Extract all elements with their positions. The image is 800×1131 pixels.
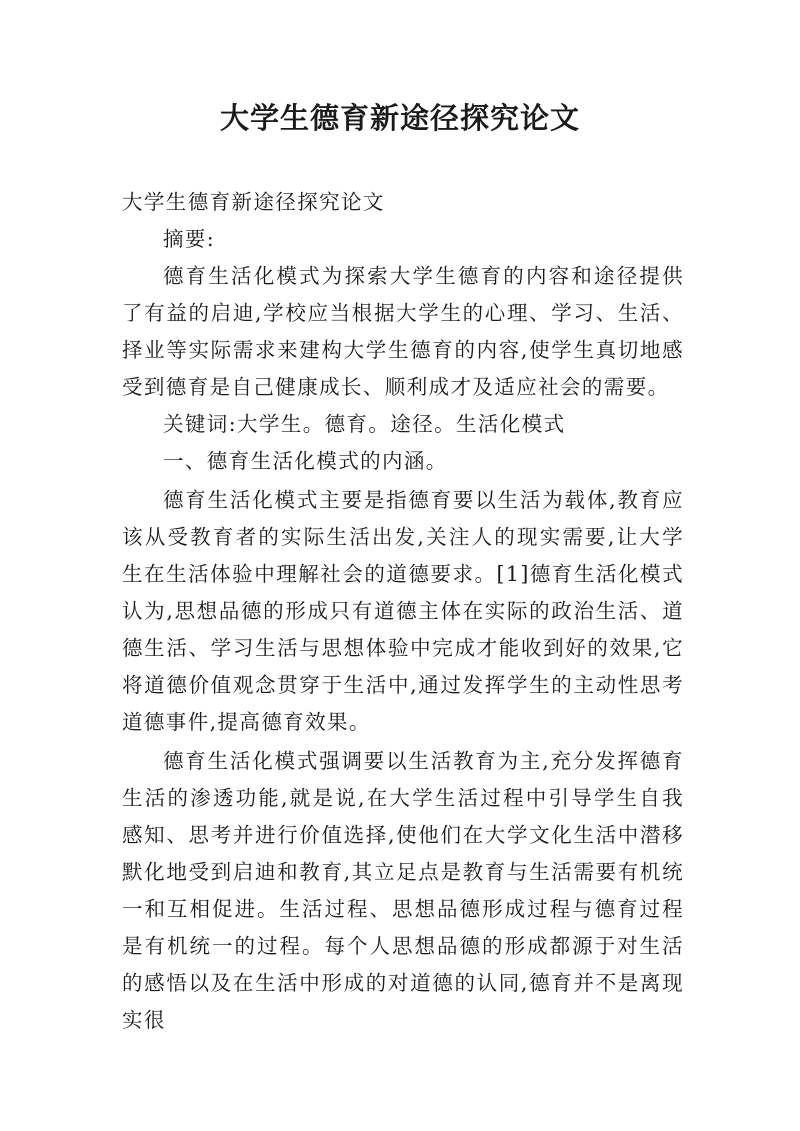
abstract-text: 德育生活化模式为探索大学生德育的内容和途径提供了有益的启迪,学校应当根据大学生的心理、学习、生活、择业等实际需求来建构大学生德育的内容,使学生真切地感受到德育是自己健康成长、顺利成才及适应社会的需要。 [122,264,684,399]
document-body [122,184,684,1039]
body-paragraph: 德育生活化模式主要是指德育要以生活为载体,教育应该从受教育者的实际生活出发,关注人的现实需要,让大学生在生活体验中理解社会的道德要求。[1]德育生活化模式认为,思想品德的形成只有道德主体在实际的政治生活、道德生活、学习生活与思想体验中完成才能收到好的效果,它将道德价值观念贯穿于生活中,通过发挥学生的主动性思考道德事件,提高德育效果。 [122,488,684,734]
document-title: 大学生德育新途径探究论文 [219,101,580,135]
body-paragraph: 德育生活化模式强调要以生活教育为主,充分发挥德育生活的渗透功能,就是说,在大学生活过程中引导学生自我感知、思考并进行价值选择,使他们在大学文化生活中潜移默化地受到启迪和教育,其立足点是教育与生活需要有机统一和互相促进。生活过程、思想品德形成过程与德育过程是有机统一的过程。每个人思想品德的形成都源于对生活的感悟以及在生活中形成的对道德的认同,德育并不是离现实很 [122,749,684,1032]
section-heading: 一、德育生活化模式的内涵。 [163,449,448,473]
document-subtitle: 大学生德育新途径探究论文 [122,190,385,214]
abstract-label: 摘要: [163,227,216,251]
keywords: 关键词:大学生。德育。途径。生活化模式 [163,412,566,436]
